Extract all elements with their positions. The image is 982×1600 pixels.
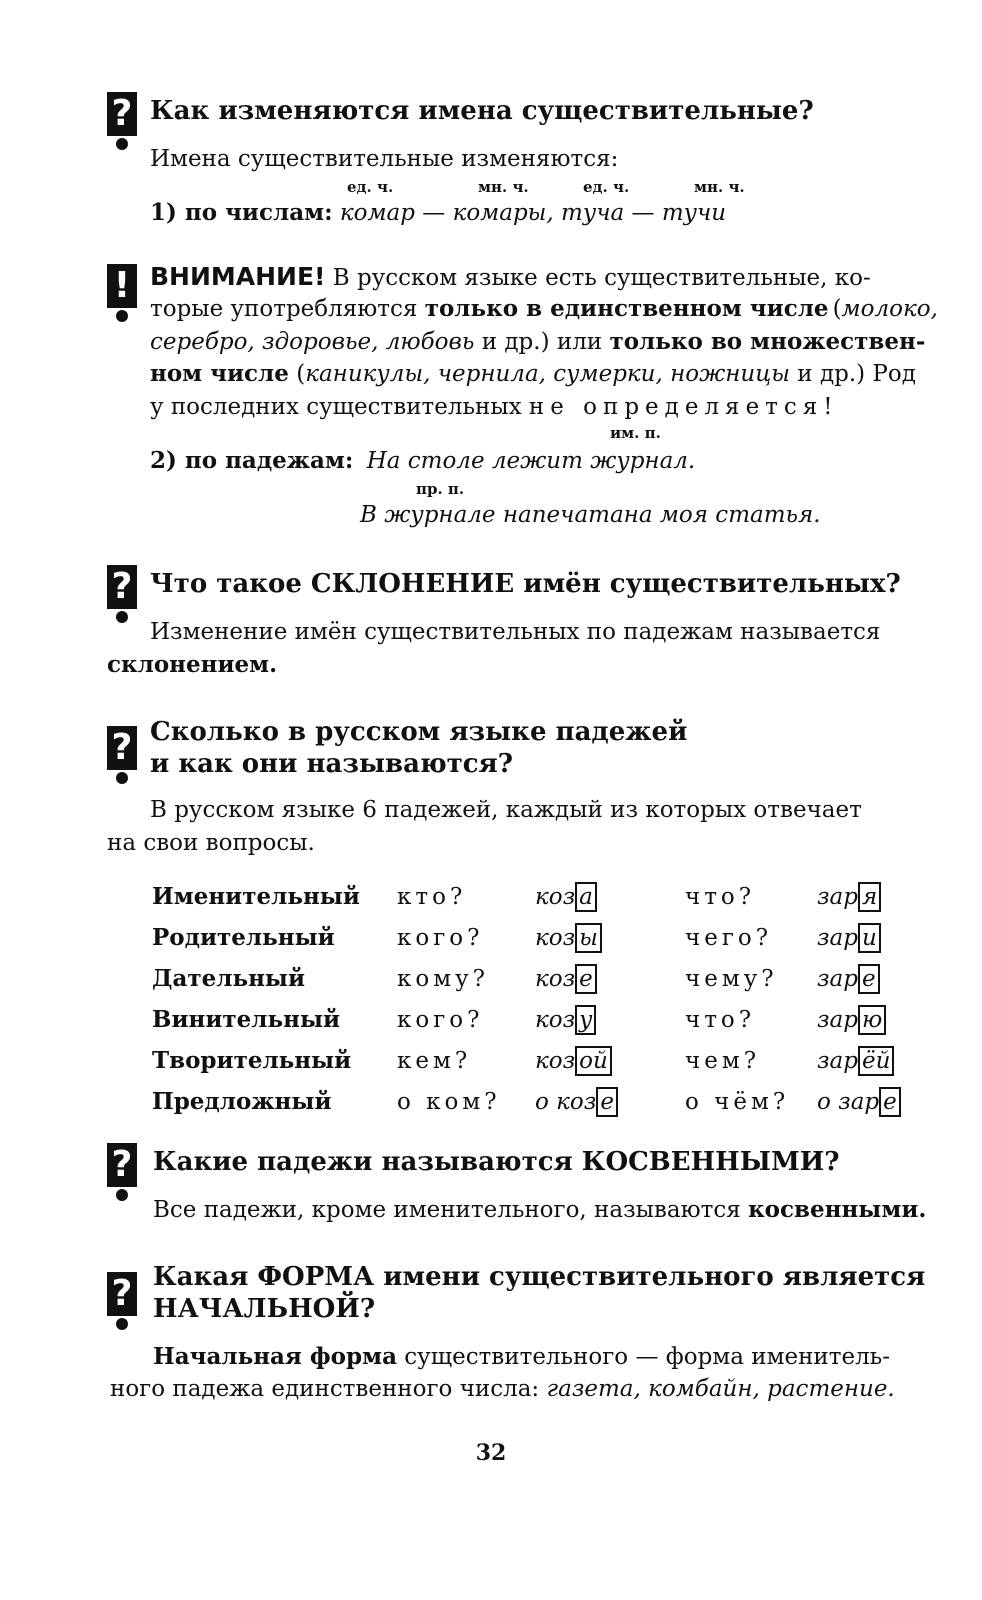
initial-form-text-2: ного падежа единственного числа: газета, комбайн, растение.	[110, 1376, 895, 1402]
example-word	[817, 958, 901, 999]
cases-text-2: на свои вопросы.	[107, 830, 315, 856]
section-heading-oblique: Какие падежи называются КОСВЕННЫМИ?	[153, 1147, 840, 1177]
example-word	[535, 1081, 685, 1122]
label-pl: мн. ч.	[478, 178, 529, 196]
case-question: кем?	[397, 1047, 472, 1074]
label-prepositional: пр. п.	[416, 480, 465, 498]
section-heading-initial-2: НАЧАЛЬНОЙ?	[153, 1294, 376, 1324]
label-sg: ед. ч.	[583, 178, 630, 196]
word-stem: зар	[817, 1006, 858, 1033]
example-sentence: В журнале напечатана моя статья.	[360, 502, 821, 528]
example-word	[817, 1040, 901, 1081]
example-word	[535, 958, 685, 999]
word-ending: я	[858, 882, 881, 912]
by-case-line: 2) по падежам: На столе лежит журнал.	[150, 447, 696, 474]
case-question: о ком?	[397, 1088, 501, 1115]
case-question: о чём?	[685, 1088, 790, 1115]
label-nominative: им. п.	[610, 424, 661, 442]
word-stem: зар	[838, 1088, 880, 1115]
question-mark-icon: ?	[107, 92, 137, 150]
word-stem: зар	[817, 1047, 858, 1074]
word-stem: зар	[817, 924, 858, 951]
label-pl: мн. ч.	[694, 178, 745, 196]
word-ending: е	[575, 964, 597, 994]
cases-table	[152, 876, 901, 1122]
attention-line-5: у последних существительных не определяется!	[150, 394, 839, 420]
example-word	[817, 917, 901, 958]
attention-line-3: серебро, здоровье, любовь и др.) или только во множествен-	[150, 328, 926, 355]
word-ending: ёй	[858, 1046, 894, 1076]
word-ending: е	[596, 1087, 618, 1117]
word-stem: коз	[535, 1047, 576, 1074]
example-word	[535, 999, 685, 1040]
word-prefix: о	[817, 1088, 839, 1115]
attention-line-4: ном числе (каникулы, чернила, сумерки, ножницы и др.) Род	[150, 360, 916, 387]
case-question: что?	[685, 1006, 756, 1033]
case-row	[152, 999, 901, 1040]
word-stem: коз	[556, 1088, 597, 1115]
case-name: Именительный	[152, 883, 360, 910]
case-question: кто?	[397, 883, 467, 910]
question-mark-icon: ?	[107, 726, 137, 784]
question-mark-icon: ?	[107, 1272, 137, 1330]
section-heading-declension: Что такое СКЛОНЕНИЕ имён существительных?	[150, 569, 901, 599]
attention-line-1: ВНИМАНИЕ! В русском языке есть существительные, ко-	[150, 262, 871, 291]
word-ending: ю	[858, 1005, 886, 1035]
word-ending: и	[858, 923, 881, 953]
section-heading-initial-1: Какая ФОРМА имени существительного является	[153, 1262, 926, 1292]
section-heading-changes: Как изменяются имена существительные?	[150, 96, 814, 126]
case-row	[152, 917, 901, 958]
word-stem: коз	[535, 965, 576, 992]
section-heading-cases-1: Сколько в русском языке падежей	[150, 717, 688, 747]
word-ending: ой	[575, 1046, 612, 1076]
example-word	[535, 1040, 685, 1081]
intro-text: Имена существительные изменяются:	[150, 146, 619, 172]
oblique-text: Все падежи, кроме именительного, называются косвенными.	[153, 1196, 927, 1223]
case-question: чем?	[685, 1047, 761, 1074]
example-word	[535, 917, 685, 958]
word-ending: а	[575, 882, 597, 912]
word-stem: зар	[817, 883, 858, 910]
by-number-line: 1) по числам: комар — комары, туча — тучи	[150, 199, 727, 226]
case-row	[152, 958, 901, 999]
case-row	[152, 1081, 901, 1122]
example-word	[817, 999, 901, 1040]
word-ending: у	[575, 1005, 596, 1035]
declension-text-1: Изменение имён существительных по падежам называется	[150, 619, 881, 645]
word-stem: зар	[817, 965, 858, 992]
cases-text-1: В русском языке 6 падежей, каждый из которых отвечает	[150, 797, 862, 823]
example-word	[817, 876, 901, 917]
initial-form-text-1: Начальная форма существительного — форма именитель-	[153, 1343, 890, 1370]
case-question: чего?	[685, 924, 773, 951]
word-ending: е	[879, 1087, 901, 1117]
word-prefix: о	[535, 1088, 557, 1115]
case-question: кого?	[397, 924, 484, 951]
declension-text-2: склонением.	[107, 651, 278, 678]
case-name: Творительный	[152, 1047, 352, 1074]
page-number: 32	[475, 1440, 507, 1466]
case-question: кому?	[397, 965, 489, 992]
word-stem: коз	[535, 883, 576, 910]
case-name: Родительный	[152, 924, 335, 951]
question-mark-icon: ?	[107, 1143, 137, 1201]
label-sg: ед. ч.	[347, 178, 394, 196]
word-stem: коз	[535, 1006, 576, 1033]
case-question: чему?	[685, 965, 778, 992]
case-name: Дательный	[152, 965, 306, 992]
word-ending: ы	[575, 923, 602, 953]
word-ending: е	[858, 964, 880, 994]
case-row	[152, 1040, 901, 1081]
case-name: Винительный	[152, 1006, 341, 1033]
case-row	[152, 876, 901, 917]
case-name: Предложный	[152, 1088, 332, 1115]
example-word	[535, 876, 685, 917]
attention-line-2: торые употребляются только в единственном числе (молоко,	[150, 295, 938, 322]
case-question: что?	[685, 883, 756, 910]
exclamation-mark-icon: !	[107, 264, 137, 322]
section-heading-cases-2: и как они называются?	[150, 749, 513, 779]
word-stem: коз	[535, 924, 576, 951]
case-question: кого?	[397, 1006, 484, 1033]
question-mark-icon: ?	[107, 565, 137, 623]
example-word	[817, 1081, 901, 1122]
